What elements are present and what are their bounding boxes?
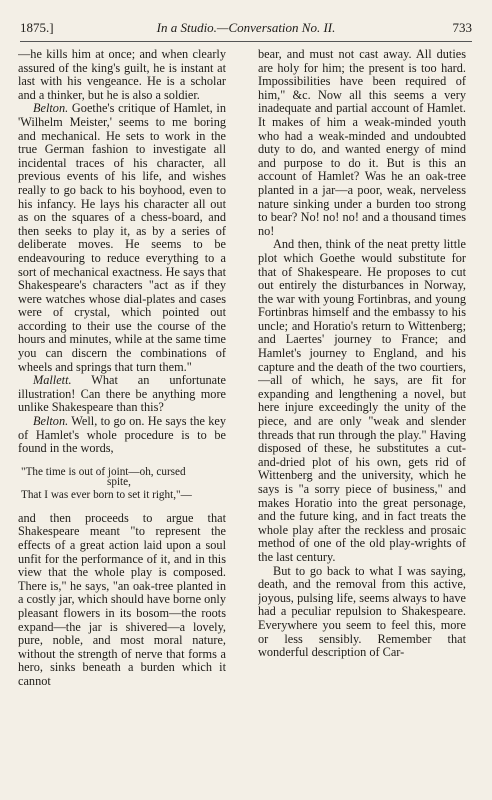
running-header [20, 20, 472, 38]
paragraph: —he kills him at once; and when clearly assured of the king's guilt, he is instant at last with his vengeance. He is a scholar and a thinker, but he is also a soldier. [18, 48, 226, 102]
quote-line: That I was ever born to set it right,"— [21, 488, 192, 501]
header-rule [20, 41, 472, 42]
paragraph-text: What an unfortunate illustration! Can there be anything more unlike Shakespeare than this? [18, 373, 226, 415]
paragraph: And then, think of the neat pretty little plot which Goethe would substitute for that of Shakespeare. He proposes to cut out entirely the disturbances in Norway, the war with young Fortinbras, and young Fortinbras himself and the embassy to his uncle; and Horatio's return to Wittenberg; and Laertes' journey to France; and Hamlet's journey to England, and his capture and the death of the two courtiers, —all of which, he says, are fit for expanding and lengthening a novel, but here injure exceedingly the unity of the piece, and are only "weak and slender threads that run through the play." Having disposed of these, he substitutes a cut-and-dried plot of his own, gets rid of Wittenberg and the university, which he says is "a sorry piece of business," and makes Horatio into the great personage, and the future king, and in fact treats the whole play after the reckless and prosaic method of one of the old play-wrights of the last century. [258, 237, 466, 564]
quote-line: "The time is out of joint—oh, cursed [21, 465, 186, 478]
paragraph: bear, and must not cast away. All duties are holy for him; the present is too hard. Impossibilities have been required of him," &c. Now all this seems a very inadequate and partial account of Hamlet. It makes of him a weak-minded youth who had a weak-minded and undoubted duty to do, and wanted energy of mind and purpose to do it. But is this an account of Hamlet? Was he an oak-tree planted in a jar—a poor, weak, nerveless nature sinking under a burden too strong to bear? No! no! no! and a thousand times no! [258, 48, 466, 238]
block-quote [18, 466, 226, 502]
paragraph: and then proceeds to argue that Shakespeare meant "to represent the effects of a great action laid upon a soul unfit for the performance of it, and in this view that the whole play is composed. There is," he says, "an oak-tree planted in a costly jar, which should have borne only pleasant flowers in its bosom—the roots expand—the jar is shivered—a lovely, pure, noble, and most moral nature, without the strength of nerve that forms a hero, sinks beneath a burden which it cannot [18, 510, 226, 688]
left-column [18, 48, 226, 794]
speaker-name: Mallett. [33, 373, 72, 388]
paragraph: But to go back to what I was saying, death, and the removal from this active, joyous, pulsing life, seems always to have had a peculiar repulsion to Shakespeare. Everywhere you seem to feel this, more or less sensibly. Remember that wonderful description of Car- [258, 563, 466, 660]
paragraph [18, 374, 226, 415]
header-year: 1875.] [20, 20, 54, 35]
paragraph-text: Well, to go on. He says the key of Hamlet's whole procedure is to be found in the words, [18, 414, 226, 456]
paragraph-text: Goethe's critique of Hamlet, in 'Wilhelm Meister,' seems to me boring and mechanical. He sets to work in the true German fashion to investigate all incidental traces of his character, all previous events of his life, and wishes really to go back to his boyhood, even to his infancy. He lays his character all out as on the squares of a chess-board, and then seeks to play it, as by a series of deliberate moves. He seems to be endeavouring to reduce everything to a sort of mechanical exactness. He says that Shakespeare's characters "act as if they were watches whose dial-plates and cases were of crystal, which pointed out according to their use the course of the hours and minutes, while at the same time you can discern the combinations of wheels and springs that turn them." [18, 101, 226, 374]
header-title: In a Studio.—Conversation No. II. [156, 20, 336, 35]
quote-line: spite, [107, 475, 131, 488]
right-column [258, 48, 466, 794]
speaker-name: Belton. [33, 414, 69, 429]
speaker-name: Belton. [33, 101, 69, 116]
paragraph [18, 415, 226, 456]
paragraph [18, 102, 226, 374]
page-number: 733 [452, 20, 472, 35]
